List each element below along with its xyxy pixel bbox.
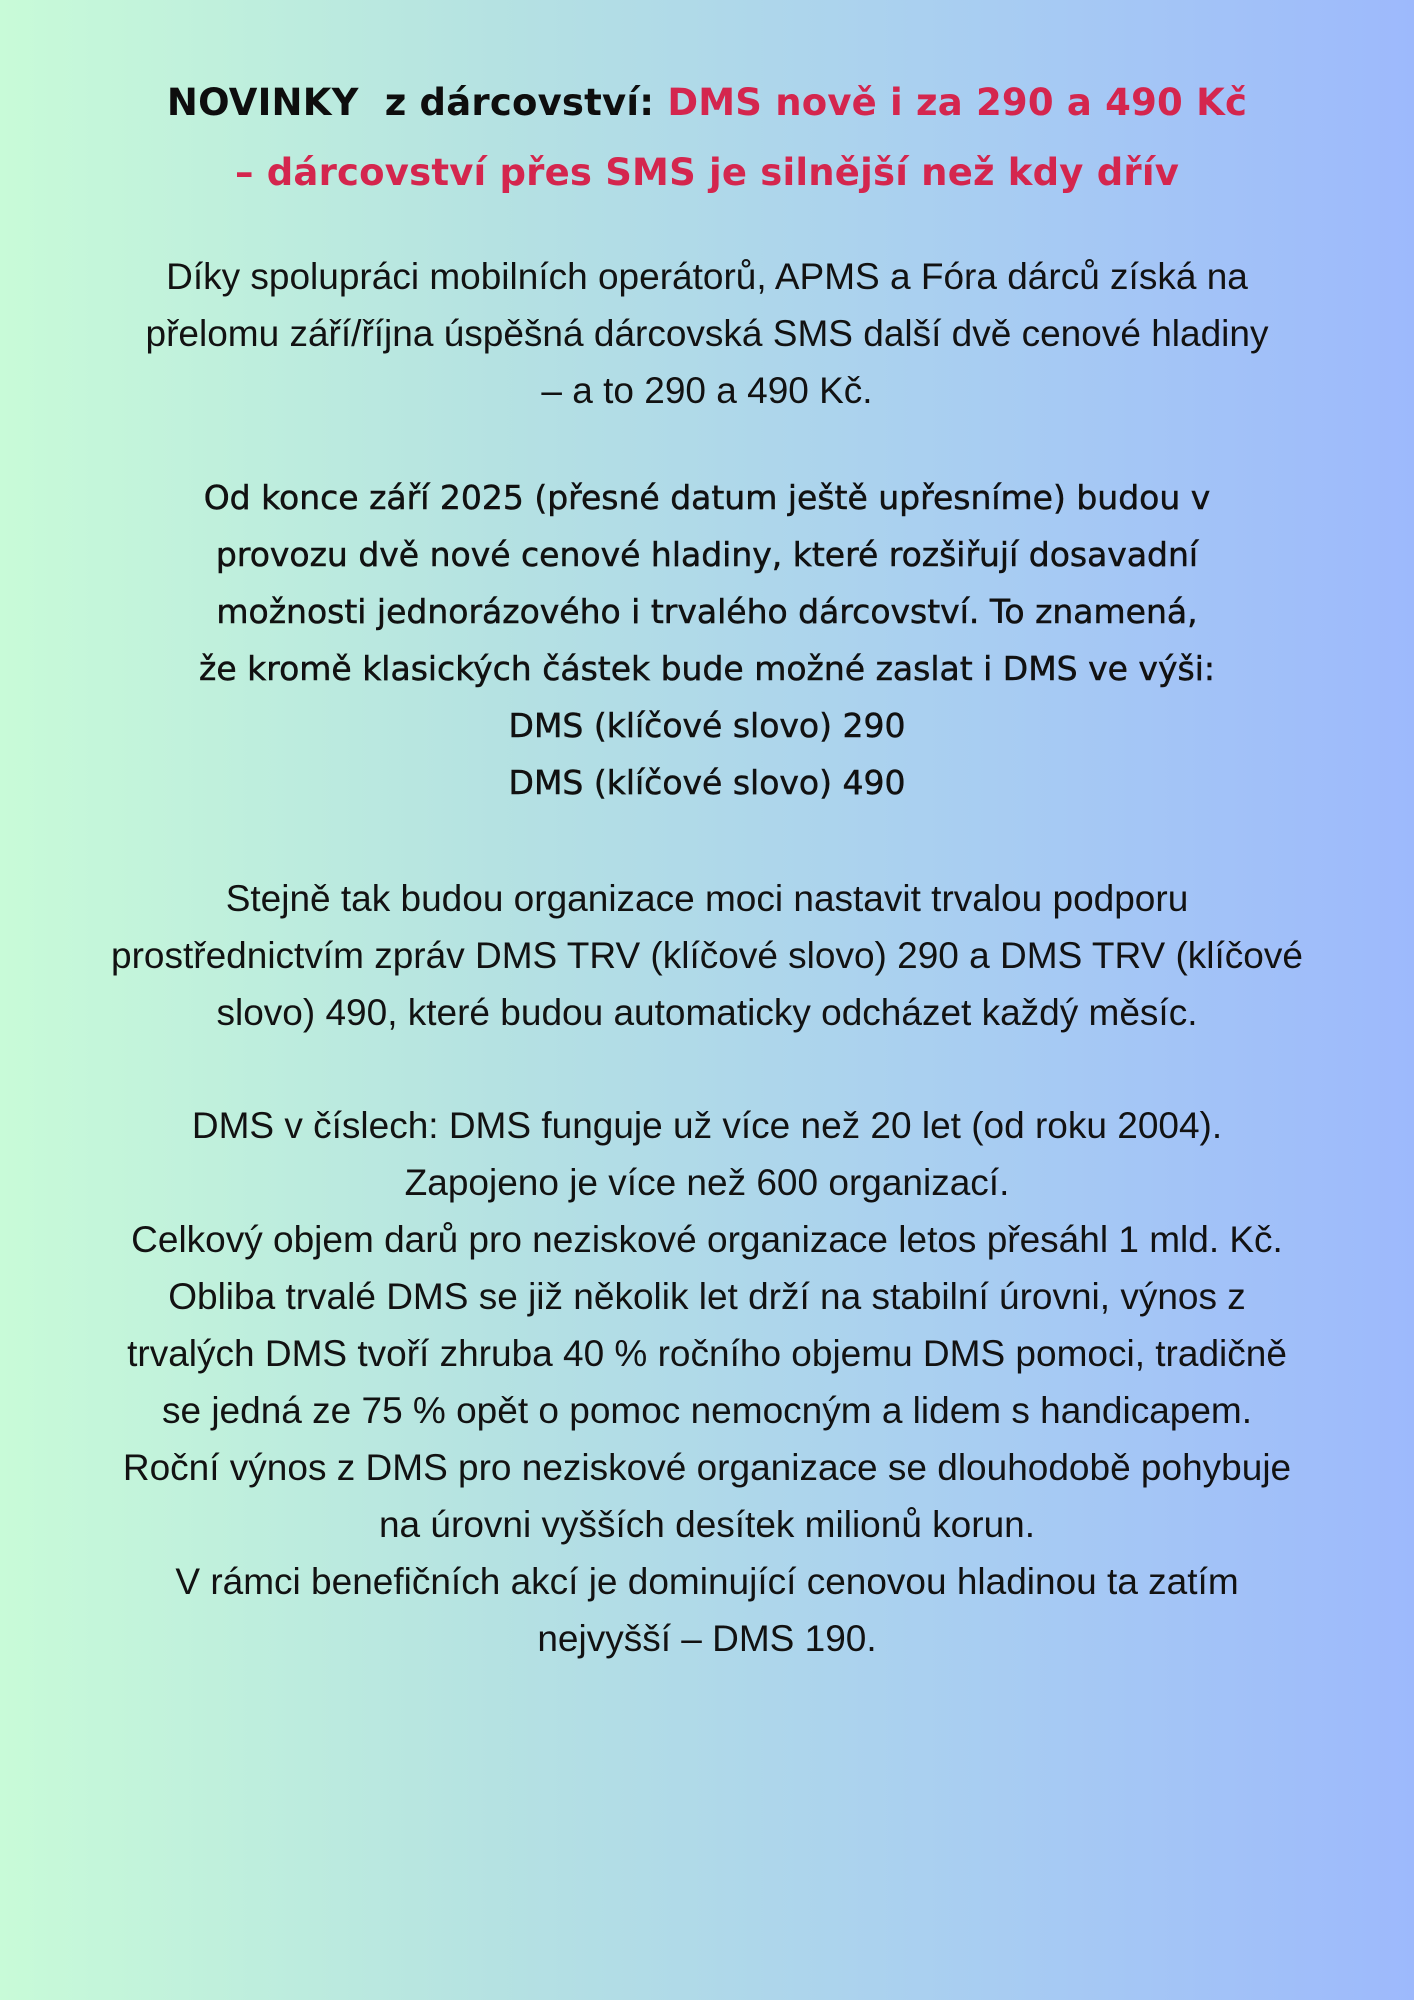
stats-line: Roční výnos z DMS pro neziskové organizace se dlouhodobě pohybuje — [122, 1447, 1292, 1488]
headline-line-1 — [0, 68, 1414, 138]
stats-line: V rámci benefičních akcí je dominující cenovou hladinou ta zatím — [175, 1561, 1239, 1602]
recurring-paragraph — [0, 870, 1414, 1041]
stats-line: Zapojeno je více než 600 organizací. — [404, 1162, 1010, 1203]
intro-line: přelomu září/října úspěšná dárcovská SMS další dvě cenové hladiny — [145, 313, 1269, 354]
recurring-line: prostřednictvím zpráv DMS TRV (klíčové slovo) 290 a DMS TRV (klíčové — [111, 935, 1303, 976]
intro-paragraph — [0, 248, 1414, 419]
stats-line: trvalých DMS tvoří zhruba 40 % ročního objemu DMS pomoci, tradičně — [127, 1333, 1287, 1374]
stats-line: DMS v číslech: DMS funguje už více než 20 let (od roku 2004). — [191, 1105, 1223, 1146]
announcement-line: provozu dvě nové cenové hladiny, které rozšiřují dosavadní — [215, 535, 1199, 574]
announcement-paragraph — [0, 469, 1414, 811]
recurring-line: Stejně tak budou organizace moci nastavit trvalou podporu — [225, 878, 1189, 919]
intro-line: – a to 290 a 490 Kč. — [541, 370, 873, 411]
announcement-line: možnosti jednorázového i trvalého dárcovství. To znamená, — [216, 592, 1198, 631]
headline — [0, 68, 1414, 208]
stats-line: Obliba trvalé DMS se již několik let drží na stabilní úrovni, výnos z — [168, 1276, 1246, 1317]
headline-accent-1: DMS nově i za 290 a 490 Kč — [667, 81, 1248, 124]
intro-line: Díky spolupráci mobilních operátorů, APMS a Fóra dárců získá na — [166, 256, 1248, 297]
headline-lead: NOVINKY z dárcovství: — [166, 81, 668, 124]
recurring-line: slovo) 490, které budou automaticky odcházet každý měsíc. — [216, 992, 1198, 1033]
headline-accent-2: – dárcovství přes SMS je silnější než kdy dřív — [234, 151, 1180, 194]
announcement-line: že kromě klasických částek bude možné zaslat i DMS ve výši: — [199, 649, 1215, 688]
stats-line: se jedná ze 75 % opět o pomoc nemocným a lidem s handicapem. — [161, 1390, 1253, 1431]
keyword-490-line: DMS (klíčové slovo) 490 — [508, 763, 906, 802]
stats-line: Celkový objem darů pro neziskové organizace letos přesáhl 1 mld. Kč. — [131, 1219, 1283, 1260]
stats-line: na úrovni vyšších desítek milionů korun. — [378, 1504, 1036, 1545]
keyword-290-line: DMS (klíčové slovo) 290 — [508, 706, 906, 745]
stats-line: nejvyšší – DMS 190. — [537, 1618, 877, 1659]
announcement-line: Od konce září 2025 (přesné datum ještě upřesníme) budou v — [203, 478, 1211, 517]
stats-paragraph — [0, 1097, 1414, 1667]
